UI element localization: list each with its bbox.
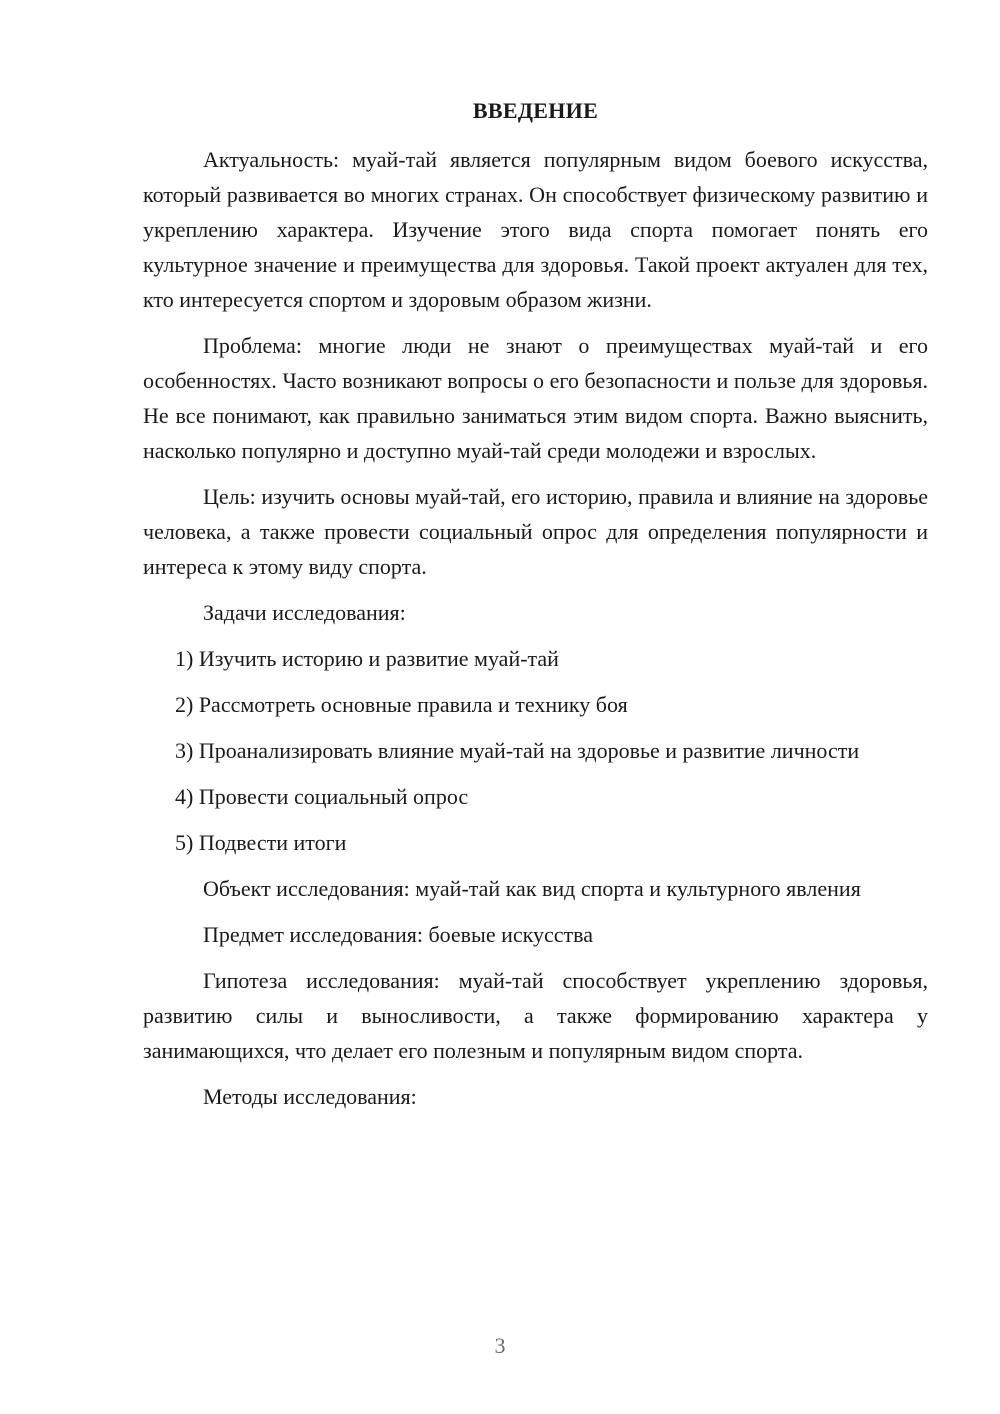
page-number: 3 [494, 1333, 506, 1358]
task-item-4: 4) Провести социальный опрос [175, 784, 469, 809]
object-paragraph: Объект исследования: муай-тай как вид спорта и культурного явления [203, 876, 861, 901]
relevance-paragraph: Актуальность: муай-тай является популярным видом боевого искусства, который развивается во многих странах. Он способствует физическому развитию и укреплению характера. Изучение этого вида спорта помогает понять его культурное значение и преимущества для здоровья. Такой проект актуален для тех, кто интересуется спортом и здоровым образом жизни. [143, 147, 928, 312]
section-title: ВВЕДЕНИЕ [472, 98, 599, 123]
methods-heading: Методы исследования: [203, 1084, 417, 1109]
task-item-1: 1) Изучить историю и развитие муай-тай [175, 646, 559, 671]
goal-paragraph: Цель: изучить основы муай-тай, его историю, правила и влияние на здоровье человека, а также провести социальный опрос для определения популярности и интереса к этому виду спорта. [143, 484, 928, 579]
task-item-3: 3) Проанализировать влияние муай-тай на здоровье и развитие личности [175, 738, 860, 763]
tasks-heading: Задачи исследования: [203, 600, 406, 625]
hypothesis-paragraph: Гипотеза исследования: муай-тай способствует укреплению здоровья, развитию силы и выносливости, а также формированию характера у занимающихся, что делает его полезным и популярным видом спорта. [143, 968, 928, 1063]
document-page [143, 96, 928, 1125]
task-item-5: 5) Подвести итоги [175, 830, 347, 855]
subject-paragraph: Предмет исследования: боевые искусства [203, 922, 594, 947]
task-item-2: 2) Рассмотреть основные правила и технику боя [175, 692, 628, 717]
problem-paragraph: Проблема: многие люди не знают о преимуществах муай-тай и его особенностях. Часто возникают вопросы о его безопасности и пользе для здоровья. Не все понимают, как правильно заниматься этим видом спорта. Важно выяснить, насколько популярно и доступно муай-тай среди молодежи и взрослых. [143, 333, 928, 463]
